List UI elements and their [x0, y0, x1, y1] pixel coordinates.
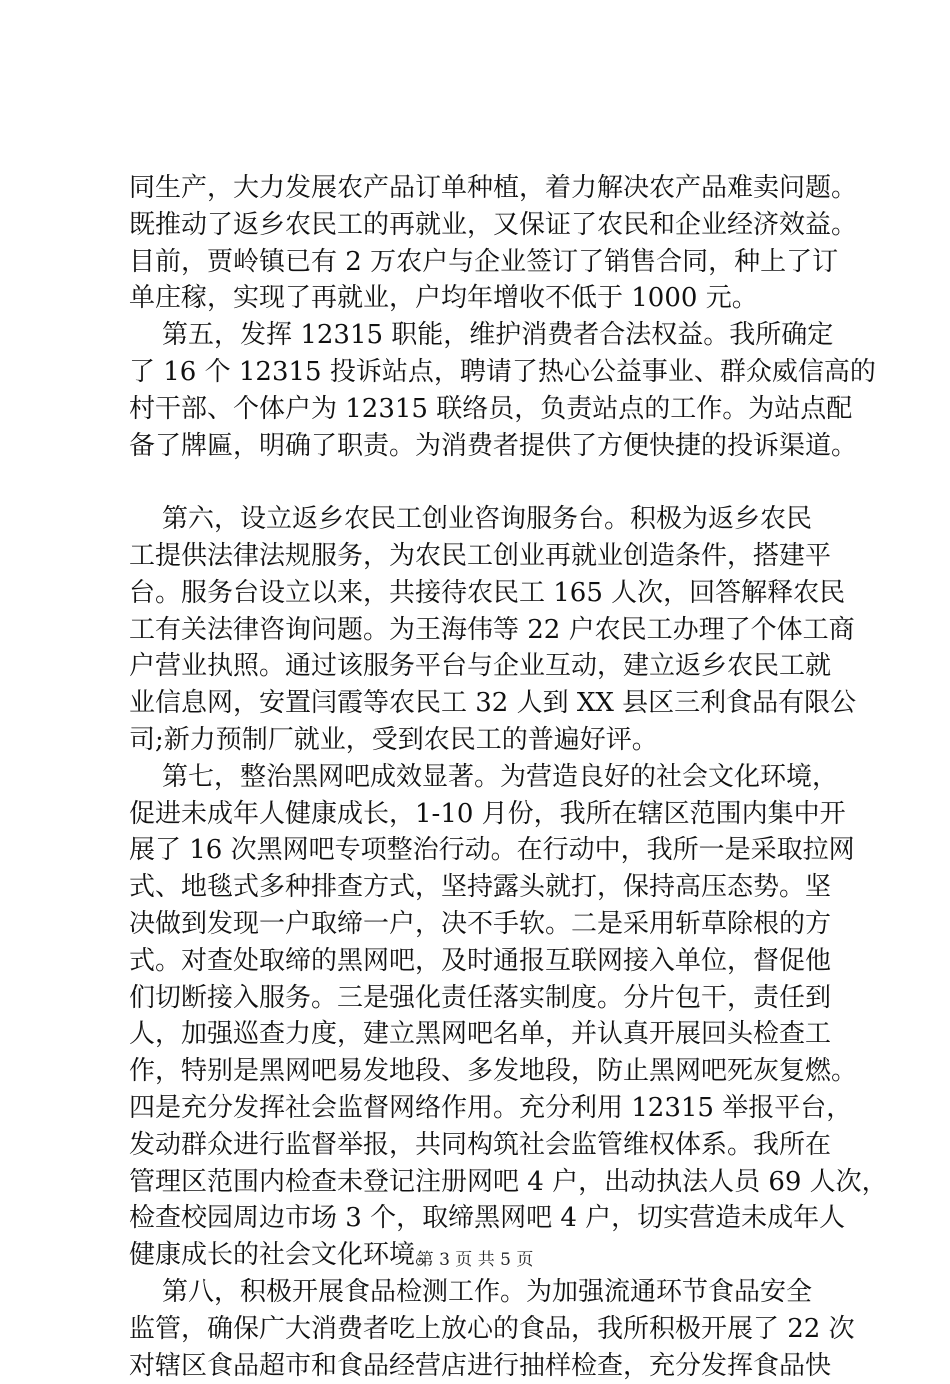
paragraph-eighth-food-testing: [129, 1274, 829, 1384]
text-line: 工提供法律法规服务，为农民工创业再就业创造条件，搭建平: [129, 538, 829, 575]
text-line: 既推动了返乡农民工的再就业，又保证了农民和企业经济效益。: [129, 207, 829, 244]
text-line: 同生产，大力发展农产品订单种植，着力解决农产品难卖问题。: [129, 170, 829, 207]
text-line: 检查校园周边市场 3 个，取缔黑网吧 4 户，切实营造未成年人: [129, 1200, 829, 1237]
text-line: 作，特别是黑网吧易发地段、多发地段，防止黑网吧死灰复燃。: [129, 1053, 829, 1090]
text-line: 健康成长的社会文化环境。: [129, 1237, 829, 1274]
paragraph-fifth-12315: [129, 317, 829, 464]
text-line: 第七，整治黑网吧成效显著。为营造良好的社会文化环境，: [129, 759, 829, 796]
text-line: 四是充分发挥社会监督网络作用。充分利用 12315 举报平台，: [129, 1090, 829, 1127]
text-line: 展了 16 次黑网吧专项整治行动。在行动中，我所一是采取拉网: [129, 832, 829, 869]
text-line: 决做到发现一户取缔一户，决不手软。二是采用斩草除根的方: [129, 906, 829, 943]
text-line: 式、地毯式多种排查方式，坚持露头就打，保持高压态势。坚: [129, 869, 829, 906]
text-line: 备了牌匾，明确了职责。为消费者提供了方便快捷的投诉渠道。: [129, 428, 829, 465]
paragraph-gap: [129, 464, 829, 501]
text-line: 第五，发挥 12315 职能，维护消费者合法权益。我所确定: [129, 317, 829, 354]
text-line: 人，加强巡查力度，建立黑网吧名单，并认真开展回头检查工: [129, 1016, 829, 1053]
text-line: 式。对查处取缔的黑网吧，及时通报互联网接入单位，督促他: [129, 943, 829, 980]
text-line: 对辖区食品超市和食品经营店进行抽样检查，充分发挥食品快: [129, 1348, 829, 1384]
text-line: 促进未成年人健康成长，1-10 月份，我所在辖区范围内集中开: [129, 796, 829, 833]
text-line: 村干部、个体户为 12315 联络员，负责站点的工作。为站点配: [129, 391, 829, 428]
text-line: 业信息网，安置闫霞等农民工 32 人到 XX 县区三利食品有限公: [129, 685, 829, 722]
document-body: [129, 170, 829, 1384]
text-line: 监管，确保广大消费者吃上放心的食品，我所积极开展了 22 次: [129, 1311, 829, 1348]
text-line: 工有关法律咨询问题。为王海伟等 22 户农民工办理了个体工商: [129, 612, 829, 649]
text-line: 单庄稼，实现了再就业，户均年增收不低于 1000 元。: [129, 280, 829, 317]
text-line: 司;新力预制厂就业，受到农民工的普遍好评。: [129, 722, 829, 759]
text-line: 第六，设立返乡农民工创业咨询服务台。积极为返乡农民: [129, 501, 829, 538]
page-footer: 第 3 页 共 5 页: [0, 1245, 950, 1270]
paragraph-sixth-service-desk: [129, 501, 829, 759]
paragraph-seventh-internet-cafes: [129, 759, 829, 1274]
paragraph-farm-orders: [129, 170, 829, 317]
text-line: 目前，贾岭镇已有 2 万农户与企业签订了销售合同，种上了订: [129, 244, 829, 281]
text-line: 们切断接入服务。三是强化责任落实制度。分片包干，责任到: [129, 980, 829, 1017]
text-line: 第八，积极开展食品检测工作。为加强流通环节食品安全: [129, 1274, 829, 1311]
text-line: 管理区范围内检查未登记注册网吧 4 户，出动执法人员 69 人次，: [129, 1164, 829, 1201]
text-line: 台。服务台设立以来，共接待农民工 165 人次，回答解释农民: [129, 575, 829, 612]
text-line: 了 16 个 12315 投诉站点，聘请了热心公益事业、群众威信高的: [129, 354, 829, 391]
text-line: 发动群众进行监督举报，共同构筑社会监管维权体系。我所在: [129, 1127, 829, 1164]
text-line: 户营业执照。通过该服务平台与企业互动，建立返乡农民工就: [129, 648, 829, 685]
